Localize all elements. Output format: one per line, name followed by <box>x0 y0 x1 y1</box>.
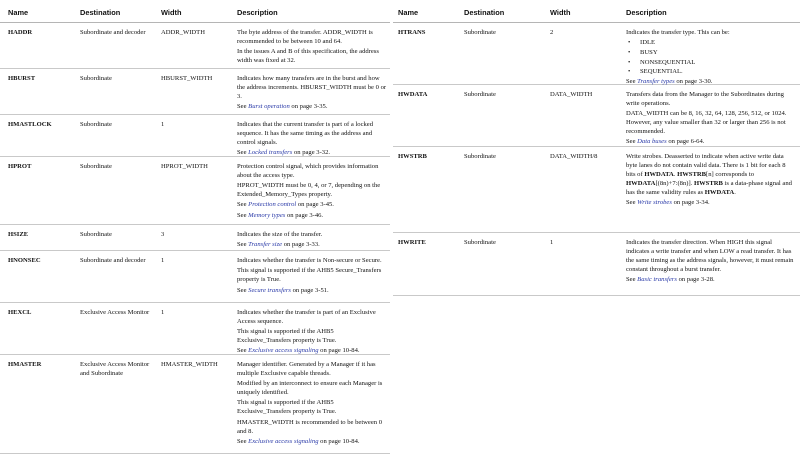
signal-description <box>237 75 387 113</box>
signal-name: HMASTER <box>8 361 42 368</box>
signal-name: HWRITE <box>398 239 426 246</box>
table-row <box>393 85 800 147</box>
description-line: Protection control signal, which provides information about the access type. <box>237 163 379 179</box>
description-line: DATA_WIDTH can be 8, 16, 32, 64, 128, 256, 512, or 1024. However, any value smaller than 32 or larger than 256 is not recommended. <box>626 110 787 136</box>
reference-link[interactable]: Exclusive access signaling <box>248 437 319 445</box>
signal-name: HWDATA <box>398 91 428 98</box>
description-line: Indicates whether the transfer is Non-secure or Secure. <box>237 257 382 264</box>
table-row <box>0 115 390 157</box>
signal-width: 1 <box>161 309 165 316</box>
signal-table-left <box>0 0 390 454</box>
header-width: Width <box>550 8 571 17</box>
header-width: Width <box>161 8 182 17</box>
signal-description <box>237 257 387 297</box>
description-line: The byte address of the transfer. ADDR_WIDTH is recommended to be between 10 and 64. <box>237 29 373 45</box>
header-description: Description <box>626 8 667 17</box>
reference-link[interactable]: Write strobes <box>637 198 672 206</box>
cross-reference: See Transfer types on page 3-30. <box>626 78 713 86</box>
signal-ref: HWDATA <box>626 179 656 187</box>
cross-reference: See Burst operation on page 3-35. <box>237 103 328 111</box>
cross-reference: See Data buses on page 6-64. <box>626 138 705 146</box>
signal-width: 1 <box>550 239 554 246</box>
cross-reference: See Secure transfers on page 3-51. <box>237 286 329 294</box>
header-destination: Destination <box>464 8 505 17</box>
signal-destination: Subordinate <box>80 231 112 238</box>
description-line: This signal is supported if the AHB5 Exclusive_Transfers property is True. <box>237 399 337 416</box>
description-line: Indicates the transfer direction. When HIGH this signal indicates a write transfer and when LOW a read transfer. It has the same timing as the address signals, however, it must remain constant throughout a burst transfer. <box>626 239 794 273</box>
reference-link[interactable]: Memory types <box>248 211 286 219</box>
reference-link[interactable]: Burst operation <box>248 103 290 111</box>
list-item: • NONSEQUENTIAL <box>640 59 796 68</box>
description-line: Indicates whether the transfer is part of an Exclusive Access sequence. <box>237 309 376 325</box>
list-item: • IDLE <box>640 39 796 48</box>
signal-ref: HWSTRB <box>677 170 707 178</box>
signal-ref: HWDATA <box>704 188 735 196</box>
signal-width: DATA_WIDTH <box>550 91 593 98</box>
signal-destination: Exclusive Access Monitor <box>80 309 150 316</box>
signal-ref: HWDATA <box>644 170 674 178</box>
description-line: Transfers data from the Manager to the Subordinates during write operations. <box>626 91 784 107</box>
description-line: Modified by an interconnect to ensure each Manager is uniquely identified. <box>237 380 383 397</box>
signal-name: HSIZE <box>8 231 29 238</box>
table-row <box>0 69 390 115</box>
cross-reference: See Transfer size on page 3-33. <box>237 241 320 249</box>
signal-description <box>237 121 387 159</box>
signal-name: HBURST <box>8 75 36 82</box>
signal-name: HEXCL <box>8 309 32 316</box>
table-row <box>393 147 800 233</box>
signal-description <box>237 361 387 448</box>
table-row <box>0 157 390 225</box>
description-line: In the issues A and B of this specification, the address width was fixed at 32. <box>237 48 379 65</box>
signal-description <box>626 91 796 149</box>
description-line: Indicates that the current transfer is part of a locked sequence. It has the same timing as the address and control signals. <box>237 121 374 146</box>
reference-link[interactable]: Transfer size <box>248 241 283 249</box>
description-line: This signal is supported if the AHB5 Secure_Transfers property is True. <box>237 267 382 284</box>
signal-destination: Subordinate <box>80 121 112 128</box>
signal-name: HMASTLOCK <box>8 121 52 128</box>
table-row <box>0 225 390 251</box>
signal-width: 1 <box>161 257 165 264</box>
cross-reference: See Basic transfers on page 3-28. <box>626 276 715 284</box>
reference-link[interactable]: Basic transfers <box>637 276 677 284</box>
signal-description <box>626 29 796 88</box>
signal-destination: Subordinate <box>464 239 496 246</box>
signal-name: HWSTRB <box>398 153 427 160</box>
cross-reference: See Memory types on page 3-46. <box>237 211 324 219</box>
description-line: Manager identifier. Generated by a Manager if it has multiple Exclusive capable threads. <box>237 361 376 377</box>
signal-description <box>237 163 387 222</box>
reference-link[interactable]: Data buses <box>637 138 667 146</box>
header-destination: Destination <box>80 8 121 17</box>
signal-width: DATA_WIDTH/8 <box>550 153 598 160</box>
signal-description <box>626 153 796 209</box>
signal-destination: Subordinate <box>464 153 496 160</box>
signal-description <box>237 309 387 358</box>
cross-reference: See Write strobes on page 3-34. <box>626 198 710 206</box>
signal-ref: HWSTRB <box>693 179 723 187</box>
table-header-right <box>393 0 800 23</box>
signal-destination: Subordinate and decoder <box>80 29 146 36</box>
header-name: Name <box>398 8 419 17</box>
signal-width: HBURST_WIDTH <box>161 75 213 82</box>
description-line: Indicates the size of the transfer. <box>237 231 323 238</box>
header-name: Name <box>8 8 29 17</box>
signal-width: 2 <box>550 29 554 36</box>
signal-name: HADDR <box>8 29 33 36</box>
cross-reference: See Exclusive access signaling on page 10-84. <box>237 347 360 355</box>
table-row <box>393 233 800 296</box>
signal-width: HMASTER_WIDTH <box>161 361 218 368</box>
signal-destination: Subordinate <box>80 163 112 170</box>
reference-link[interactable]: Protection control <box>248 201 297 209</box>
signal-name: HNONSEC <box>8 257 41 264</box>
cross-reference: See Locked transfers on page 3-32. <box>237 149 331 157</box>
table-row <box>0 23 390 69</box>
signal-width: 3 <box>161 231 165 238</box>
description-line: Indicates the transfer type. This can be: <box>626 29 730 36</box>
table-row <box>393 23 800 85</box>
reference-link[interactable]: Secure transfers <box>248 286 291 294</box>
signal-destination: Subordinate <box>80 75 112 82</box>
description-line: Write strobes. Deasserted to indicate when active write data byte lanes do not contain valid data. There is 1 bit for each 8 bits of HWDATA. HWSTRB[n] corresponds to HWDATA[(8n)+7:(8n)]. HWSTRB is a data-phase signal and has the same validity rules as HWDATA. <box>626 153 792 196</box>
cross-reference: See Protection control on page 3-45. <box>237 201 334 209</box>
cross-reference: See Exclusive access signaling on page 10-84. <box>237 437 360 445</box>
signal-description <box>626 239 796 286</box>
signal-name: HTRANS <box>398 29 426 36</box>
description-line: HPROT_WIDTH must be 0, 4, or 7, depending on the Extended_Memory_Types property. <box>237 182 381 199</box>
list-item: • SEQUENTIAL. <box>640 68 796 77</box>
table-row <box>0 303 390 355</box>
list-item: • BUSY <box>640 49 796 58</box>
table-row <box>0 251 390 303</box>
signal-destination: Subordinate and decoder <box>80 257 146 264</box>
signal-description <box>237 29 387 67</box>
signal-width: ADDR_WIDTH <box>161 29 205 36</box>
table-header-left <box>0 0 390 23</box>
transfer-type-list <box>626 39 796 77</box>
reference-link[interactable]: Transfer types <box>637 78 675 86</box>
signal-width: 1 <box>161 121 165 128</box>
description-line: This signal is supported if the AHB5 Exclusive_Transfers property is True. <box>237 328 337 345</box>
reference-link[interactable]: Locked transfers <box>248 149 293 157</box>
reference-link[interactable]: Exclusive access signaling <box>248 347 319 355</box>
signal-destination: Exclusive Access Monitor and Subordinate <box>80 361 150 377</box>
description-line: Indicates how many transfers are in the burst and how the address increments. HBURST_WIDTH must be 0 or 3. <box>237 75 387 100</box>
signal-destination: Subordinate <box>464 29 496 36</box>
signal-width: HPROT_WIDTH <box>161 163 208 170</box>
description-line: HMASTER_WIDTH is recommended to be between 0 and 8. <box>237 418 383 435</box>
signal-description <box>237 231 387 252</box>
signal-destination: Subordinate <box>464 91 496 98</box>
signal-table-right <box>393 0 800 296</box>
header-description: Description <box>237 8 278 17</box>
table-row <box>0 355 390 454</box>
signal-name: HPROT <box>8 163 32 170</box>
